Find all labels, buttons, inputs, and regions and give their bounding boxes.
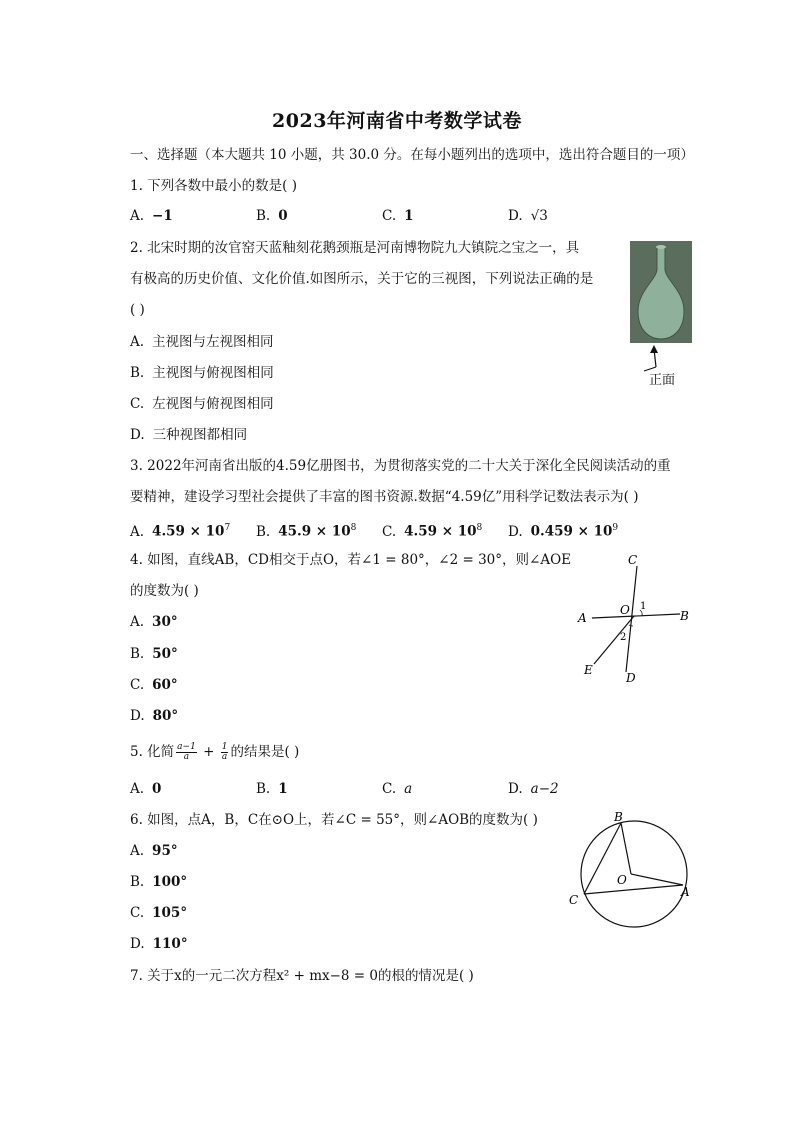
question-5-stem: [130, 743, 299, 762]
circle-label-a: A: [681, 885, 690, 899]
vase-mouth: [656, 245, 666, 249]
question-2-line-2: 有极高的历史价值、文化价值.如图所示，关于它的三视图，下列说法正确的是: [130, 271, 594, 287]
q3-option-b: B. $45.9 \times 10^8$: [256, 523, 357, 540]
front-arrow-head: [650, 345, 658, 353]
page-title: 2023年河南省中考数学试卷: [272, 110, 522, 132]
q1-option-c: C. 1: [382, 208, 414, 224]
q3-option-d: D. $0.459 \times 10^9$: [508, 523, 619, 540]
q3-option-a: A. $4.59 \times 10^7$: [130, 523, 231, 540]
q2-option-c: C. 左视图与俯视图相同: [130, 396, 274, 412]
q4-option-b: B. 50°: [130, 646, 178, 662]
q5-suffix: 的结果是( ): [230, 744, 300, 760]
q5-fraction-2: $\frac{1}{a}$: [221, 742, 228, 762]
label-angle-1: 1: [640, 601, 647, 612]
section-heading: 一、选择题（本大题共 10 小题，共 30.0 分。在每小题列出的选项中，选出符合题目的一项）: [130, 147, 694, 163]
label-b: B: [680, 609, 689, 623]
question-4-line-2: 的度数为( ): [130, 583, 199, 599]
radius-ob: [621, 823, 631, 874]
q4-option-d: D. 80°: [130, 708, 179, 724]
q1-option-d: D. √3: [508, 208, 548, 224]
q3-option-c: C. $4.59 \times 10^8$: [382, 523, 483, 540]
question-7-stem: 7. 关于x的一元二次方程x² + mx−8 = 0的根的情况是( ): [130, 968, 474, 984]
circle-figure: [565, 810, 695, 932]
intersecting-lines-figure: [570, 548, 700, 688]
front-view-label: 正面: [649, 373, 676, 388]
label-d: D: [626, 671, 636, 685]
label-a: A: [578, 611, 587, 625]
q5-option-a: A. 0: [130, 781, 162, 797]
chord-bc: [584, 823, 621, 894]
q2-option-d: D. 三种视图都相同: [130, 427, 248, 443]
circle-label-b: B: [614, 810, 623, 824]
circle-o: [581, 821, 687, 927]
q6-option-d: D. 110°: [130, 936, 188, 952]
question-4-line-1: 4. 如图，直线AB，CD相交于点O，若∠1 = 80°，∠2 = 30°，则∠AOE: [130, 552, 571, 568]
question-1-stem: 1. 下列各数中最小的数是( ): [130, 178, 297, 194]
q4-option-c: C. 60°: [130, 677, 178, 693]
chord-ca: [584, 885, 683, 894]
question-3-line-2: 要精神，建设学习型社会提供了丰富的图书资源.数据“4.59亿”用科学记数法表示为( ): [130, 489, 639, 505]
label-e: E: [584, 663, 593, 677]
label-angle-2: 2: [620, 632, 627, 643]
question-2-line-3: ( ): [130, 302, 145, 318]
line-ab: [592, 614, 680, 618]
q1-option-b: B. 0: [256, 208, 288, 224]
q2-option-b: B. 主视图与俯视图相同: [130, 365, 274, 381]
q6-option-b: B. 100°: [130, 874, 188, 890]
question-3-line-1: 3. 2022年河南省出版的4.59亿册图书，为贯彻落实党的二十大关于深化全民阅读活动的重: [130, 458, 671, 474]
q5-option-d: D. a−2: [508, 781, 559, 797]
q4-option-a: A. 30°: [130, 614, 178, 630]
label-o: O: [620, 603, 630, 617]
q5-prefix: 5. 化简: [130, 744, 175, 760]
question-6-stem: 6. 如图，点A，B，C在⊙O上，若∠C = 55°，则∠AOB的度数为( ): [130, 812, 538, 828]
q2-option-a: A. 主视图与左视图相同: [130, 334, 274, 350]
q1-option-a: A. −1: [130, 208, 173, 224]
q6-option-c: C. 105°: [130, 905, 188, 921]
question-2-line-1: 2. 北宋时期的汝官窑天蓝釉刻花鹅颈瓶是河南博物院九大镇院之宝之一，具: [130, 240, 580, 256]
q5-option-c: C. a: [382, 781, 413, 797]
q5-fraction-1: $\frac{a-1}{a}$: [177, 742, 196, 762]
circle-label-c: C: [569, 893, 579, 907]
radius-oa: [631, 874, 683, 885]
circle-label-o: O: [617, 873, 627, 887]
q5-option-b: B. 1: [256, 781, 288, 797]
q5-plus: +: [198, 744, 219, 760]
label-c: C: [628, 553, 638, 567]
q6-option-a: A. 95°: [130, 843, 178, 859]
front-arrow-tail: [644, 367, 656, 371]
